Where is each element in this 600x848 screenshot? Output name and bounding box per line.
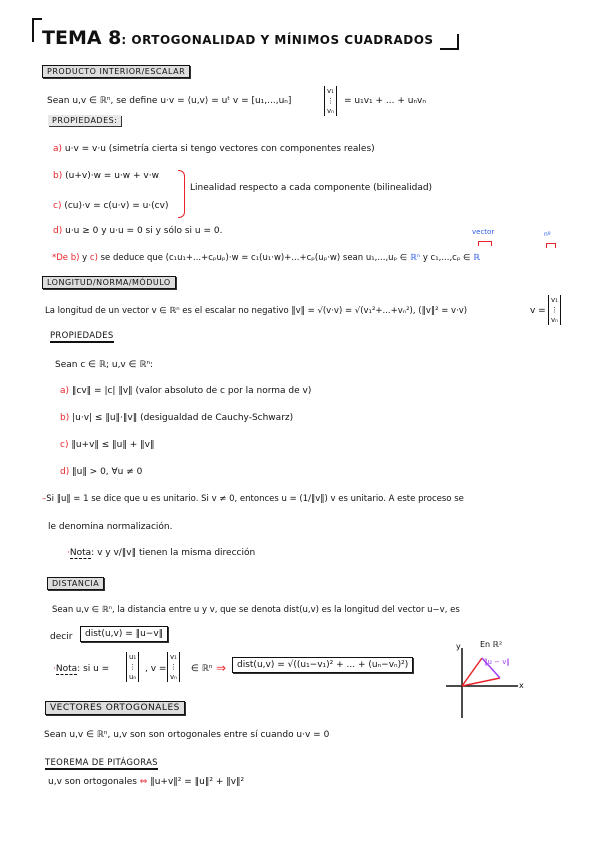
unit-line-1	[42, 494, 464, 504]
matrix-entry: ⋮	[327, 97, 334, 105]
prop-label: d)	[60, 467, 70, 477]
nota-line	[53, 664, 109, 674]
props-heading: PROPIEDADES:	[48, 115, 121, 126]
teorema-heading: TEOREMA DE PITÁGORAS	[45, 758, 158, 768]
producto-matrix	[324, 86, 337, 116]
matrix-entry: v₁	[551, 296, 558, 304]
matrix-entry: vₙ	[551, 316, 558, 324]
section-heading-ortogonales: VECTORES ORTOGONALES	[45, 701, 185, 715]
matrix-entry: uₙ	[129, 673, 137, 681]
annotation-num: nº	[544, 231, 551, 238]
prop-text: u·u ≥ 0 y u·u = 0 si y sólo si u = 0.	[65, 226, 223, 236]
matrix-entry: ⋮	[170, 663, 177, 671]
page-title	[42, 27, 434, 49]
longitud-matrix	[548, 295, 561, 325]
prop-a	[60, 386, 311, 396]
producto-definition-end: = u₁v₁ + ... + uₙvₙ	[344, 96, 426, 106]
annotation-bracket-num	[546, 243, 556, 248]
text: y	[82, 253, 88, 263]
comma-v: , v =	[145, 664, 167, 674]
dash: –	[42, 494, 47, 504]
text: u,v son ortogonales	[48, 777, 137, 787]
brace-note: Linealidad respecto a cada componente (bilinealidad)	[190, 183, 433, 193]
graph-diff-label: ‖u − v‖	[484, 658, 510, 666]
nota-label: Nota	[55, 664, 78, 674]
matrix-entry: v₁	[327, 87, 334, 95]
teorema-line	[48, 777, 244, 787]
ref-b: b)	[70, 253, 80, 263]
prop-text: (cu)·v = c(u·v) = u·(cv)	[64, 201, 169, 211]
prop-a	[53, 144, 375, 154]
ref-c: c)	[89, 253, 98, 263]
dist-formula2-box: dist(u,v) = √((u₁−v₁)² + ... + (uₙ−vₙ)²)	[232, 657, 413, 673]
text: : si u =	[77, 664, 110, 674]
u-matrix	[126, 652, 139, 682]
matrix-entry: ⋮	[129, 663, 137, 671]
prop-label: b)	[60, 413, 70, 423]
matrix-entry: vₙ	[327, 107, 334, 115]
v-eq: v =	[530, 306, 546, 316]
asterisk: *De	[52, 253, 69, 263]
matrix-entry: u₁	[129, 653, 137, 661]
prop-label: a)	[60, 386, 70, 396]
iff-arrow: ⇔	[139, 777, 148, 787]
rn-symbol: ℝⁿ	[410, 253, 421, 263]
r-symbol: ℝ	[473, 253, 481, 263]
unit-line-2: le denomina normalización.	[48, 522, 173, 532]
in-rn: ∈ ℝⁿ	[191, 664, 213, 674]
deduce-mid: y c₁,...,cₚ ∈	[422, 253, 471, 263]
bullet: ·	[53, 664, 56, 674]
prop-text: ‖u‖ > 0, ∀u ≠ 0	[72, 467, 143, 477]
prop-b	[60, 413, 293, 423]
prop-text: (u+v)·w = u·w + v·w	[65, 171, 159, 181]
prop-b	[53, 171, 159, 181]
section-heading-longitud: LONGITUD/NORMA/MÓDULO	[42, 276, 176, 289]
prop-c	[60, 440, 154, 450]
title-bracket-left	[32, 18, 42, 42]
producto-definition: Sean u,v ∈ ℝⁿ, se define u·v = ⟨u,v⟩ = uᵗ v = [u₁,...,uₙ]	[47, 96, 292, 106]
longitud-definition: La longitud de un vector v ∈ ℝⁿ es el escalar no negativo ‖v‖ = √(v·v) = √(v₁²+...+vₙ²), (‖v‖² = v·v)	[45, 306, 468, 316]
prop-c	[53, 201, 168, 211]
graph-title: En ℝ²	[480, 640, 503, 649]
deduce-line	[52, 253, 480, 263]
sean-line: Sean c ∈ ℝ; u,v ∈ ℝⁿ:	[55, 360, 154, 370]
prop-label: c)	[53, 201, 62, 211]
prop-d	[53, 226, 222, 236]
title-bracket-right	[440, 34, 459, 50]
decir: decir	[50, 632, 73, 642]
deduce-text: se deduce que (c₁u₁+...+cₚuₚ)·w = c₁(u₁·w)+...+cₚ(uₚ·w) sean u₁,...,uₚ ∈	[100, 253, 408, 263]
prop-label: a)	[53, 144, 63, 154]
title-prefix: TEMA 8	[42, 27, 122, 49]
brace-icon	[178, 170, 185, 218]
title-text: : ORTOGONALIDAD Y MÍNIMOS CUADRADOS	[121, 33, 434, 47]
text: Si ‖u‖ = 1 se dice que u es unitario. Si v ≠ 0, entonces u = (1/‖v‖) v es unitario. A este proceso se	[46, 494, 464, 504]
annotation-vector: vector	[472, 228, 495, 236]
graph-y-label: y	[456, 642, 461, 651]
prop-text: |u·v| ≤ ‖u‖·‖v‖ (desigualdad de Cauchy-Schwarz)	[72, 413, 294, 423]
prop-label: b)	[53, 171, 63, 181]
matrix-entry: ⋮	[551, 306, 558, 314]
prop-d	[60, 467, 142, 477]
distance-graph	[440, 640, 540, 722]
prop-text: ‖cv‖ = |c| ‖v‖ (valor absoluto de c por la norma de v)	[71, 386, 312, 396]
distancia-line: Sean u,v ∈ ℝⁿ, la distancia entre u y v, que se denota dist(u,v) es la longitud del vector u−v, es	[52, 605, 460, 615]
nota-line	[67, 548, 255, 558]
props-heading: PROPIEDADES	[50, 331, 114, 341]
annotation-bracket-vector	[478, 241, 492, 246]
matrix-entry: v₁	[170, 653, 177, 661]
section-heading-producto: PRODUCTO INTERIOR/ESCALAR	[42, 65, 190, 78]
prop-label: d)	[53, 226, 63, 236]
text: : v y v/‖v‖ tienen la misma dirección	[91, 548, 256, 558]
v-matrix	[167, 652, 180, 682]
prop-label: c)	[60, 440, 69, 450]
prop-text: ‖u+v‖ ≤ ‖u‖ + ‖v‖	[71, 440, 155, 450]
graph-x-label: x	[519, 681, 524, 690]
section-heading-distancia: DISTANCIA	[47, 577, 104, 590]
matrix-entry: vₙ	[170, 673, 177, 681]
implies-arrow: ⇒	[216, 661, 227, 675]
dist-formula-box: dist(u,v) = ‖u−v‖	[80, 626, 168, 642]
bullet: ·	[67, 548, 70, 558]
nota-label: Nota	[69, 548, 92, 558]
text: ‖u+v‖² = ‖u‖² + ‖v‖²	[150, 777, 245, 787]
ortogonales-definition: Sean u,v ∈ ℝⁿ, u,v son son ortogonales entre sí cuando u·v = 0	[44, 730, 330, 740]
prop-text: u·v = v·u (simetría cierta si tengo vectores con componentes reales)	[64, 144, 375, 154]
